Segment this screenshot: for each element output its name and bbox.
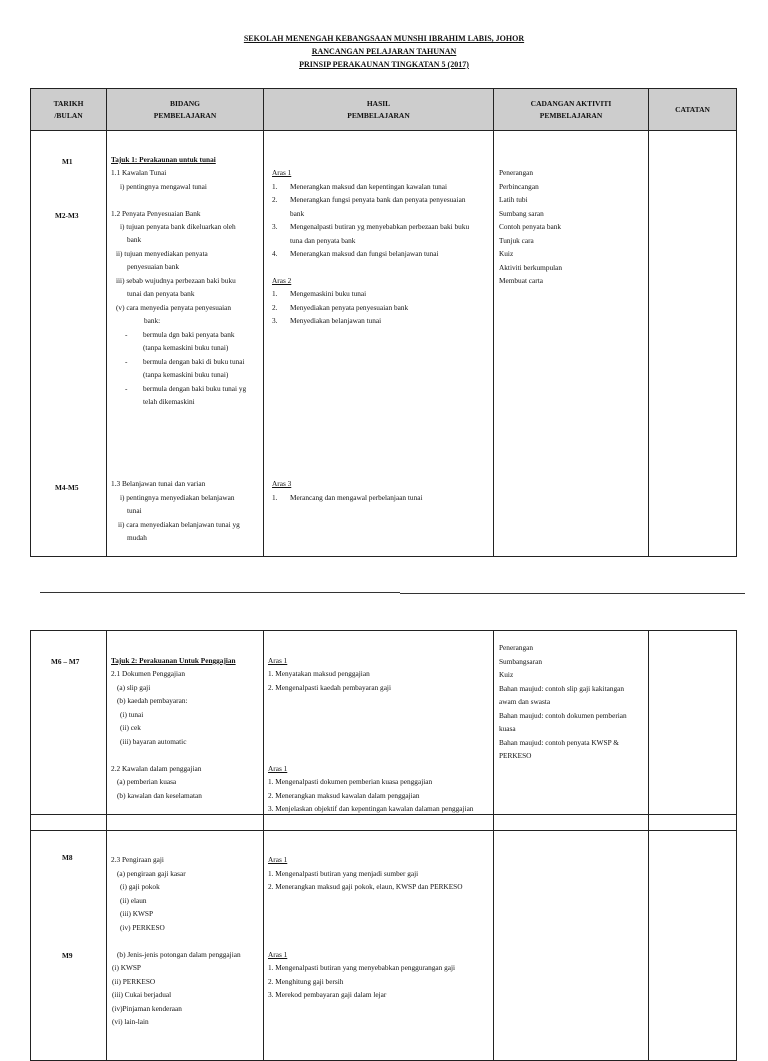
outcome-item: 3. Menjelaskan objektif dan kepentingan kawalan dalaman penggajian [268,804,474,813]
spacer-cell [31,815,107,831]
list-item: (i) tunai [120,710,144,719]
list-item: (tanpa kemaskini buku tunai) [143,343,229,352]
topic-title: Tajuk 2: Perakuanan Untuk Penggajian [111,656,236,665]
subtopic: 1.3 Belanjawan tunai dan varian [111,479,206,488]
level-label: Aras 1 [268,855,288,864]
outcome-item: Merancang dan mengawal perbelanjaan tunai [290,493,423,502]
activity-item: Sumbangsaran [499,657,542,666]
outcome-item: 3. Merekod pembayaran gaji dalam lejar [268,990,387,999]
bidang-cell [107,631,264,815]
list-item: (iv) PERKESO [120,923,165,932]
item-number: 1. [272,182,278,191]
list-item: (ii) cek [120,723,141,732]
level-label: Aras 1 [272,168,292,177]
hasil-cell [264,631,494,815]
list-item: bank: [144,316,161,325]
activity-item: Sumbang saran [499,209,544,218]
level-label: Aras 2 [272,276,292,285]
subtopic: 1.1 Kawalan Tunai [111,168,167,177]
hasil-cell [264,831,494,1061]
list-item: bank [127,235,142,244]
list-item: (a) slip gaji [117,683,151,692]
col-hasil: HASIL PEMBELAJARAN [264,89,494,131]
activity-item: Contoh penyata bank [499,222,562,231]
item-number: 4. [272,249,278,258]
list-item: (vi) lain-lain [112,1017,149,1026]
outcome-item: Menerangkan fungsi penyata bank dan penyata penyesuaian [290,195,466,204]
spacer-cell [264,815,494,831]
activity-item: Membuat carta [499,276,543,285]
list-item: (iv)Pinjaman kenderaan [112,1004,182,1013]
plan-table-2 [30,630,737,1061]
list-item: (iii) bayaran automatic [120,737,187,746]
list-item: (b) Jenis-jenis potongan dalam penggajian [117,950,241,959]
list-item: (tanpa kemaskini buku tunai) [143,370,229,379]
list-item: (a) pemberian kuasa [117,777,177,786]
list-item: (v) cara menyedia penyata penyesuaian [116,303,232,312]
page-break-line [400,593,745,594]
week-label: M2-M3 [55,211,79,220]
outcome-item: 1. Menyatakan maksud penggajian [268,669,370,678]
activity-item: Bahan maujud: contoh dokumen pemberian [499,711,627,720]
subtopic: 1.2 Penyata Penyesuaian Bank [111,209,201,218]
list-item: (ii) elaun [120,896,147,905]
plan-title: RANCANGAN PELAJARAN TAHUNAN [311,47,457,56]
list-item: i) pentingnya menyediakan belanjawan [120,493,235,502]
list-item: (i) gaji pokok [120,882,160,891]
subject-title: PRINSIP PERAKAUNAN TINGKATAN 5 (2017) [299,60,469,69]
outcome-item: 1. Mengenalpasti butiran yang menyebabkan penggurangan gaji [268,963,456,972]
week-label: M6 – M7 [51,657,80,666]
activity-item: Bahan maujud: contoh penyata KWSP & [499,738,619,747]
page-break-line [40,592,400,593]
spacer-cell [107,815,264,831]
item-number: 3. [272,222,278,231]
topic-title: Tajuk 1: Perakaunan untuk tunai [111,155,216,164]
tarikh-cell [31,831,107,1061]
catatan-cell [649,631,737,815]
outcome-item: bank [290,209,305,218]
subtopic: 2.1 Dokumen Penggajian [111,669,185,678]
outcome-item: 1. Mengenalpasti butiran yang menjadi sumber gaji [268,869,419,878]
activity-item: Tunjuk cara [499,236,534,245]
outcome-item: 2. Menerangkan maksud kawalan dalam penggajian [268,791,420,800]
item-number: 2. [272,195,278,204]
activity-item: kuasa [499,724,516,733]
activity-item: Perbincangan [499,182,539,191]
activity-item: Penerangan [499,643,534,652]
list-item: ii) cara menyediakan belanjawan tunai yg [118,520,240,529]
outcome-item: Menyediakan belanjawan tunai [290,316,382,325]
item-number: 1. [272,289,278,298]
col-cadangan: CADANGAN AKTIVITI PEMBELAJARAN [494,89,649,131]
outcome-item: Mengenalpasti butiran yg menyebabkan perbezaan baki buku [290,222,470,231]
list-item: bermula dengan baki buku tunai yg [143,384,247,393]
week-label: M9 [62,951,73,960]
item-number: 2. [272,303,278,312]
col-bidang: BIDANG PEMBELAJARAN [107,89,264,131]
level-label: Aras 1 [268,950,288,959]
activity-item: awam dan swasta [499,697,551,706]
outcome-item: 2. Mengenalpasti kaedah pembayaran gaji [268,683,391,692]
level-label: Aras 3 [272,479,292,488]
list-item: (b) kaedah pembayaran: [117,696,188,705]
catatan-cell [649,131,737,557]
subtopic: 2.3 Pengiraan gaji [111,855,164,864]
list-item: penyesuaian bank [127,262,180,271]
list-item: iii) sebab wujudnya perbezaan baki buku [116,276,236,285]
bullet: - [125,330,128,339]
aktiviti-cell [494,831,649,1061]
outcome-item: 2. Menghitung gaji bersih [268,977,344,986]
col-catatan: CATATAN [649,89,737,131]
week-label: M1 [62,157,73,166]
bullet: - [125,384,128,393]
list-item: i) pentingnya mengawal tunai [120,182,207,191]
list-item: (a) pengiraan gaji kasar [117,869,186,878]
outcome-item: 2. Menerangkan maksud gaji pokok, elaun, KWSP dan PERKESO [268,882,463,891]
spacer-cell [649,815,737,831]
list-item: tunai [127,506,142,515]
activity-item: Kuiz [499,670,514,679]
spacer-cell [494,815,649,831]
subtopic: 2.2 Kawalan dalam penggajian [111,764,202,773]
school-name: SEKOLAH MENENGAH KEBANGSAAN MUNSHI IBRAHIM LABIS, JOHOR [243,34,525,43]
activity-item: Aktiviti berkumpulan [499,263,563,272]
activity-item: Kuiz [499,249,514,258]
activity-item: PERKESO [499,751,532,760]
bidang-cell [107,831,264,1061]
list-item: ii) tujuan menyediakan penyata [116,249,208,258]
list-item: telah dikemaskini [143,397,195,406]
list-item: (i) KWSP [112,963,141,972]
outcome-item: Mengemaskini buku tunai [290,289,367,298]
activity-item: Bahan maujud: contoh slip gaji kakitangan [499,684,625,693]
week-label: M8 [62,853,73,862]
outcome-item: tuna dan penyata bank [290,236,356,245]
col-tarikh: TARIKH /BULAN [31,89,107,131]
plan-table-1 [30,88,737,557]
outcome-item: Menyediakan penyata penyesuaian bank [290,303,409,312]
list-item: (b) kawalan dan keselamatan [117,791,202,800]
list-item: i) tujuan penyata bank dikeluarkan oleh [120,222,236,231]
level-label: Aras 1 [268,764,288,773]
item-number: 1. [272,493,278,502]
level-label: Aras 1 [268,656,288,665]
list-item: tunai dan penyata bank [127,289,195,298]
tarikh-cell [31,631,107,815]
activity-item: Latih tubi [499,195,528,204]
list-item: (ii) PERKESO [112,977,156,986]
list-item: (iii) Cukai berjadual [112,990,172,999]
list-item: (iii) KWSP [120,909,154,918]
list-item: bermula dengan baki di buku tunai [143,357,245,366]
outcome-item: Menerangkan maksud dan fungsi belanjawan tunai [290,249,439,258]
aktiviti-cell [494,131,649,557]
activity-item: Penerangan [499,168,534,177]
outcome-item: 1. Mengenalpasti dokumen pemberian kuasa penggajian [268,777,433,786]
bullet: - [125,357,128,366]
list-item: bermula dgn baki penyata bank [143,330,235,339]
item-number: 3. [272,316,278,325]
tarikh-cell [31,131,107,557]
outcome-item: Menerangkan maksud dan kepentingan kawalan tunai [290,182,448,191]
aktiviti-cell [494,631,649,815]
week-label: M4-M5 [55,483,79,492]
hasil-cell [264,131,494,557]
list-item: mudah [127,533,147,542]
bidang-cell [107,131,264,557]
catatan-cell [649,831,737,1061]
